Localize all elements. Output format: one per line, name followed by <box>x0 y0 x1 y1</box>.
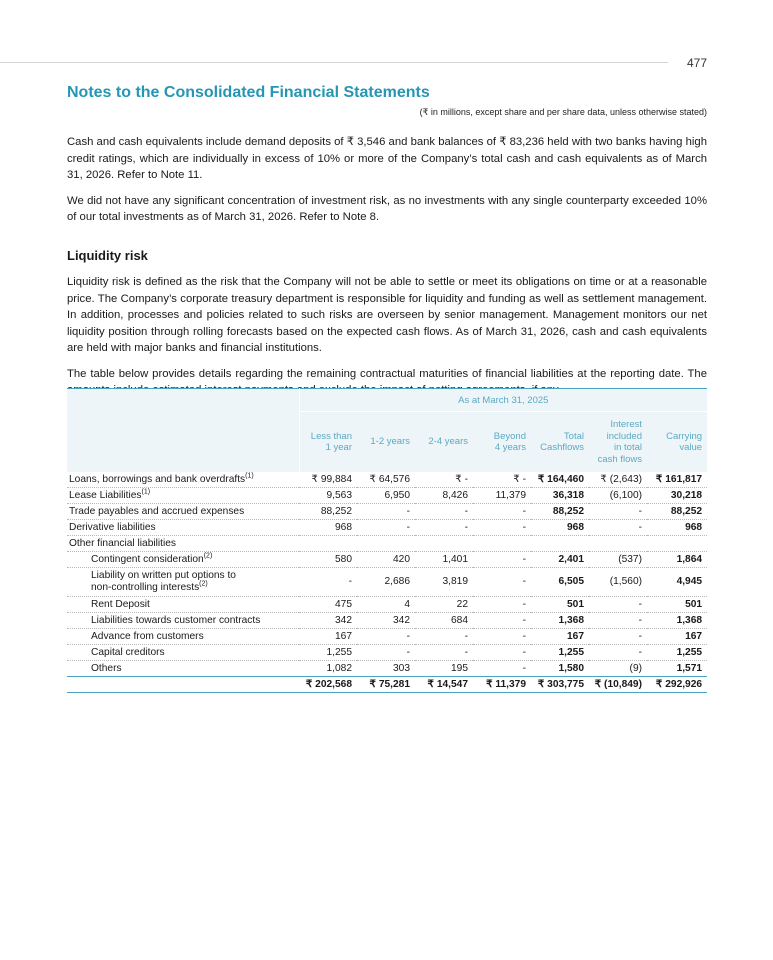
footnote-ref: (2) <box>199 580 208 588</box>
table-row <box>67 472 707 488</box>
table-cell: 1,368 <box>647 613 707 629</box>
table-cell: 6,505 <box>531 568 589 597</box>
table-cell <box>473 536 531 552</box>
table-cell: 2,686 <box>357 568 415 597</box>
table-cell: ₹ - <box>473 472 531 488</box>
column-header <box>473 412 531 473</box>
table-cell: (537) <box>589 552 647 568</box>
column-header-line: Beyond <box>493 430 526 442</box>
table-row <box>67 597 707 613</box>
table-cell: (9) <box>589 661 647 677</box>
table-cell: (6,100) <box>589 488 647 504</box>
table-cell: 167 <box>299 629 357 645</box>
table-cell: 1,368 <box>531 613 589 629</box>
table-row <box>67 645 707 661</box>
header-rule <box>0 62 668 63</box>
table-cell: 684 <box>415 613 473 629</box>
column-header-line: 1 year <box>325 442 352 453</box>
paragraph-investment: We did not have any significant concentration of investment risk, as no investments with any single counterparty exceeded 10% of our total investments as of March 31, 2026. Refer to Note 8. <box>67 194 707 223</box>
table-cell <box>647 536 707 552</box>
table-row <box>67 568 707 597</box>
column-header-line: value <box>679 442 703 453</box>
table-cell: - <box>357 629 415 645</box>
table-cell: 11,379 <box>473 488 531 504</box>
column-header-line: Interest <box>610 419 642 430</box>
table-cell: 1,864 <box>647 552 707 568</box>
table-cell <box>415 536 473 552</box>
table-cell: - <box>473 552 531 568</box>
table-cell: ₹ 161,817 <box>647 472 707 488</box>
table-cell: 420 <box>357 552 415 568</box>
column-header-line: Carrying <box>666 430 703 442</box>
table-cell: 8,426 <box>415 488 473 504</box>
table-cell: - <box>473 661 531 677</box>
total-cell: ₹ 11,379 <box>473 677 531 693</box>
table-row <box>67 536 707 552</box>
table-cell: - <box>415 629 473 645</box>
table-cell: 3,819 <box>415 568 473 597</box>
table-cell: 4,945 <box>647 568 707 597</box>
table-cell: - <box>589 504 647 520</box>
row-label-text: Liabilities towards customer contracts <box>91 615 261 626</box>
row-label <box>67 597 299 613</box>
table-cell <box>357 536 415 552</box>
header-blank-cell <box>67 389 299 473</box>
table-cell: - <box>473 645 531 661</box>
table-cell: - <box>473 520 531 536</box>
table-cell: 88,252 <box>531 504 589 520</box>
column-header <box>531 412 589 473</box>
table-cell: 36,318 <box>531 488 589 504</box>
table-cell: - <box>589 629 647 645</box>
column-header <box>299 412 357 473</box>
column-header-line: cash flows <box>597 453 642 465</box>
table-row <box>67 613 707 629</box>
paragraph-cash: Cash and cash equivalents include demand deposits of ₹ 3,546 and bank balances of ₹ 83,236 held with two banks having high credit ratings, which are individually in excess of 10% or more of the Company’s total cash and cash equivalents as of March 31, 2026. Refer to Note 11. <box>67 136 707 181</box>
table-cell: 303 <box>357 661 415 677</box>
table-row <box>67 629 707 645</box>
column-header-line: included <box>606 430 642 442</box>
units-note: (₹ in millions, except share and per share data, unless otherwise stated) <box>419 107 707 117</box>
table-cell: - <box>473 568 531 597</box>
row-label <box>67 520 299 536</box>
table-cell: ₹ (2,643) <box>589 472 647 488</box>
footnote-ref: (2) <box>203 552 213 560</box>
table-cell: (1,560) <box>589 568 647 597</box>
column-header-line: 4 years <box>494 442 526 453</box>
row-label <box>67 629 299 645</box>
table-cell: 167 <box>531 629 589 645</box>
column-header <box>589 412 647 473</box>
table-cell: 1,255 <box>299 645 357 661</box>
table-cell: ₹ - <box>415 472 473 488</box>
page-number: 477 <box>686 56 707 70</box>
table-cell: - <box>473 597 531 613</box>
column-header <box>647 412 707 473</box>
table-cell: 1,580 <box>531 661 589 677</box>
table-cell: - <box>415 645 473 661</box>
table-cell: 22 <box>415 597 473 613</box>
table-cell: ₹ 164,460 <box>531 472 589 488</box>
table-cell: 580 <box>299 552 357 568</box>
row-label <box>67 661 299 677</box>
row-label-text: Lease Liabilities <box>69 490 142 501</box>
row-label-text: Derivative liabilities <box>69 522 156 533</box>
table-cell: - <box>415 504 473 520</box>
total-cell: ₹ 14,547 <box>415 677 473 693</box>
table-cell: 968 <box>299 520 357 536</box>
column-header <box>415 412 473 473</box>
row-label-text: Liability on written put options to <box>91 570 236 581</box>
table-cell: 1,571 <box>647 661 707 677</box>
table-cell: - <box>473 629 531 645</box>
table-cell: 342 <box>357 613 415 629</box>
table-cell: ₹ 99,884 <box>299 472 357 488</box>
table-cell: 4 <box>357 597 415 613</box>
row-label <box>67 645 299 661</box>
table-cell <box>589 536 647 552</box>
column-header-line: Less than <box>310 430 352 442</box>
table-row <box>67 552 707 568</box>
table-row <box>67 520 707 536</box>
maturity-table-container <box>67 388 707 693</box>
column-header-line: Total <box>563 430 584 442</box>
table-cell: 501 <box>647 597 707 613</box>
row-label <box>67 504 299 520</box>
total-cell: ₹ 303,775 <box>531 677 589 693</box>
row-label-text: Contingent consideration <box>91 554 204 565</box>
table-cell: 6,950 <box>357 488 415 504</box>
table-cell: 195 <box>415 661 473 677</box>
column-header-line: 1-2 years <box>370 436 410 448</box>
row-label-text: Capital creditors <box>91 647 165 658</box>
total-cell: ₹ (10,849) <box>589 677 647 693</box>
row-label-text: Other financial liabilities <box>69 538 177 549</box>
table-cell: 167 <box>647 629 707 645</box>
column-header-line: in total <box>614 442 642 453</box>
table-cell: 88,252 <box>299 504 357 520</box>
table-cell: 1,255 <box>531 645 589 661</box>
column-header-line: Cashflows <box>540 442 584 453</box>
row-label <box>67 472 299 488</box>
footnote-ref: (1) <box>141 488 151 496</box>
row-label <box>67 613 299 629</box>
row-label-text: Trade payables and accrued expenses <box>69 506 245 517</box>
table-cell: 2,401 <box>531 552 589 568</box>
table-cell: 9,563 <box>299 488 357 504</box>
table-cell: - <box>589 597 647 613</box>
row-label-text: Loans, borrowings and bank overdrafts <box>69 474 246 485</box>
table-cell: 1,082 <box>299 661 357 677</box>
footnote-ref: (1) <box>245 472 254 480</box>
row-label-text: Rent Deposit <box>91 599 150 610</box>
table-cell: - <box>473 613 531 629</box>
table-cell: - <box>415 520 473 536</box>
table-cell: 1,255 <box>647 645 707 661</box>
table-cell: 501 <box>531 597 589 613</box>
table-cell: 342 <box>299 613 357 629</box>
maturity-table <box>67 388 707 693</box>
table-cell: - <box>473 504 531 520</box>
row-label <box>67 568 299 597</box>
table-cell <box>531 536 589 552</box>
table-cell <box>299 536 357 552</box>
total-cell: ₹ 202,568 <box>299 677 357 693</box>
liquidity-heading: Liquidity risk <box>67 247 148 263</box>
table-cell: - <box>589 613 647 629</box>
column-header-line: 2-4 years <box>428 436 468 448</box>
table-cell: 968 <box>647 520 707 536</box>
table-cell: 475 <box>299 597 357 613</box>
table-cell: - <box>357 520 415 536</box>
table-cell: - <box>357 504 415 520</box>
row-label-text: Others <box>91 663 122 674</box>
total-cell: ₹ 292,926 <box>647 677 707 693</box>
table-cell: 30,218 <box>647 488 707 504</box>
page-title: Notes to the Consolidated Financial Statements <box>67 84 430 101</box>
group-header: As at March 31, 2025 <box>299 389 707 412</box>
paragraph-liquidity: Liquidity risk is defined as the risk that the Company will not be able to settle or meet its obligations on time or at a reasonable price. The Company’s corporate treasury department is responsible for liquidity and funding as well as settlement management. In addition, processes and policies related to such risks are overseen by senior management. Management monitors our net liquidity position through rolling forecasts based on the expected cash flows. As of March 31, 2026, cash and cash equivalents are held with major banks and financial institutions. <box>67 276 707 354</box>
row-label <box>67 536 299 552</box>
row-label-text: Advance from customers <box>91 631 204 642</box>
table-cell: - <box>357 645 415 661</box>
column-header <box>357 412 415 473</box>
table-cell: 968 <box>531 520 589 536</box>
row-label-text-continued: non-controlling interests <box>91 582 200 593</box>
total-label-cell <box>67 677 299 693</box>
table-cell: 88,252 <box>647 504 707 520</box>
table-cell: ₹ 64,576 <box>357 472 415 488</box>
body-text <box>67 134 707 408</box>
table-row <box>67 661 707 677</box>
table-row <box>67 488 707 504</box>
table-cell: 1,401 <box>415 552 473 568</box>
table-row <box>67 504 707 520</box>
total-cell: ₹ 75,281 <box>357 677 415 693</box>
paragraph-table-intro: The table below provides details regarding the remaining contractual maturities of financial liabilities at the reporting date. The <box>67 367 707 380</box>
total-row <box>67 677 707 693</box>
table-cell: - <box>589 520 647 536</box>
table-cell: - <box>589 645 647 661</box>
row-label <box>67 552 299 568</box>
row-label <box>67 488 299 504</box>
table-cell: - <box>299 568 357 597</box>
